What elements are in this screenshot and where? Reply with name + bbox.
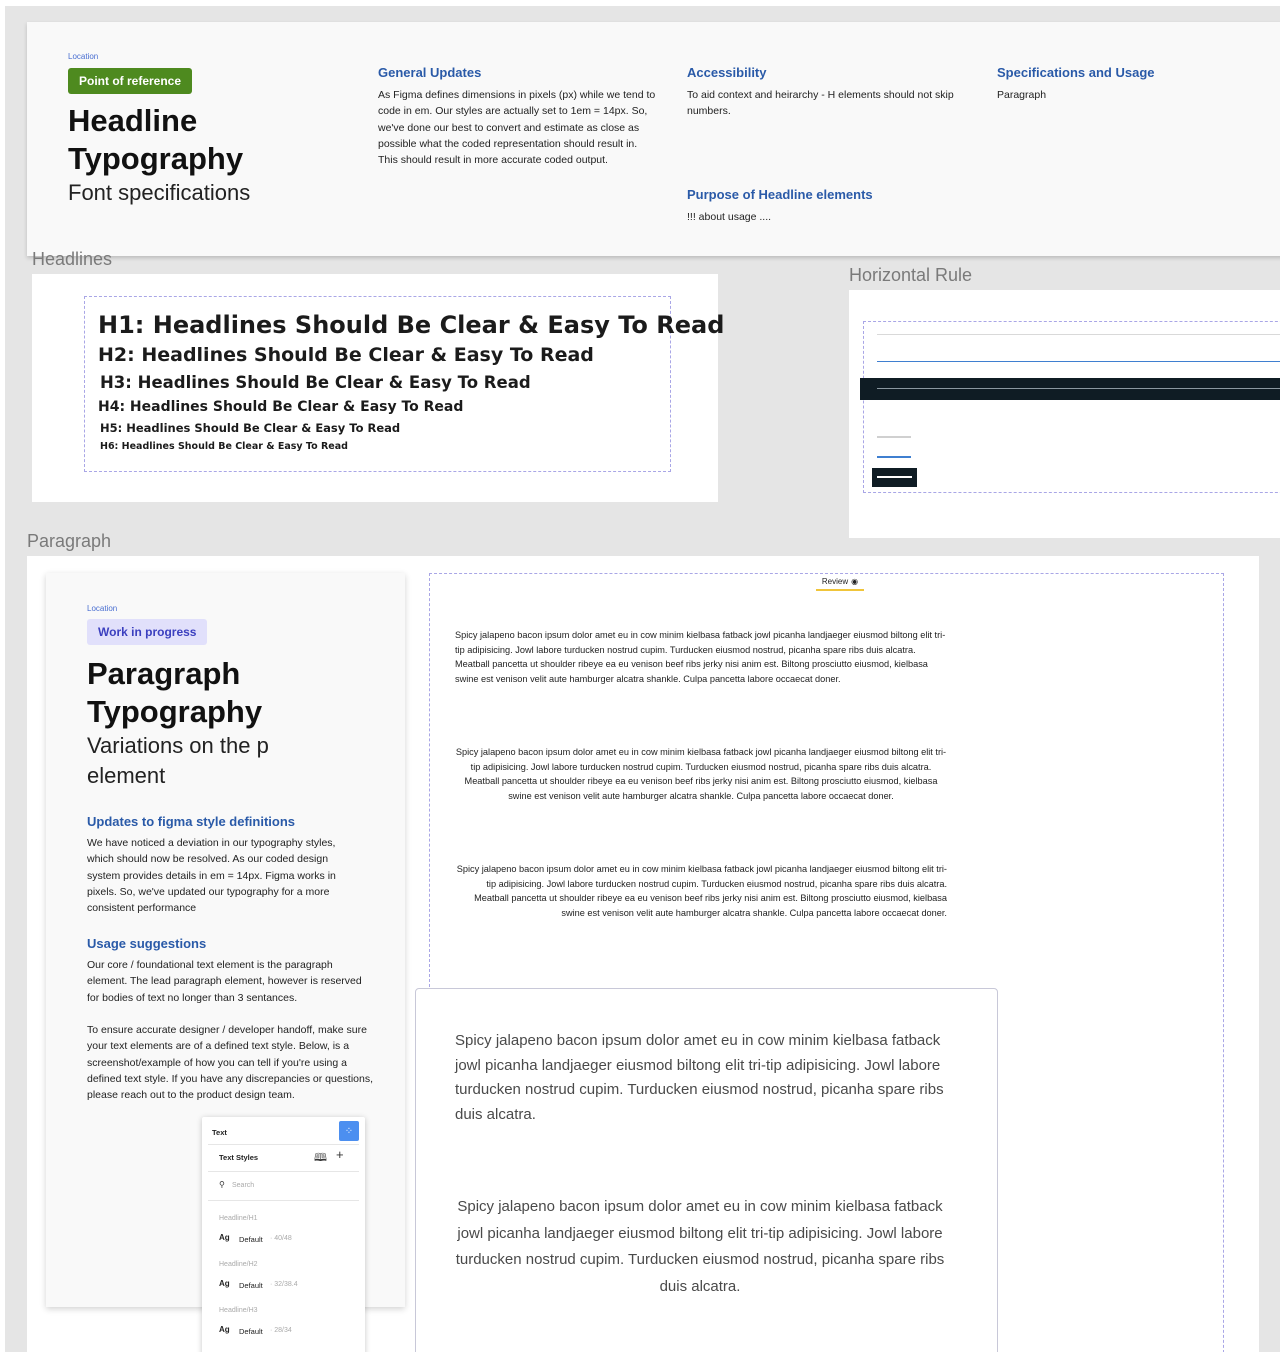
hr-light-line bbox=[877, 334, 1280, 335]
text-styles-title: Text Styles bbox=[219, 1153, 259, 1162]
paragraph-location-label: Location bbox=[87, 604, 118, 613]
panel-divider bbox=[208, 1200, 359, 1201]
review-label: Review bbox=[821, 577, 849, 586]
point-of-reference-badge: Point of reference bbox=[68, 68, 192, 94]
style-spec: · 28/34 bbox=[270, 1327, 292, 1334]
style-group-label: Headline/H3 bbox=[219, 1307, 258, 1314]
hr-short-dark-block bbox=[872, 468, 917, 487]
library-book-icon[interactable]: 🕮 bbox=[314, 1152, 327, 1164]
headline-h5: H5: Headlines Should Be Clear & Easy To Read bbox=[100, 421, 401, 435]
add-style-icon[interactable]: + bbox=[336, 1147, 344, 1162]
hr-thick-dark-bar bbox=[860, 378, 1280, 400]
page-title-line1: Headline bbox=[68, 103, 198, 138]
headline-h2: H2: Headlines Should Be Clear & Easy To Read bbox=[98, 344, 594, 366]
text-panel-header: Text bbox=[212, 1128, 227, 1137]
style-name[interactable]: Default bbox=[239, 1235, 263, 1244]
horizontal-rule-dashed-container bbox=[863, 321, 1280, 493]
headline-h1: H1: Headlines Should Be Clear & Easy To Read bbox=[98, 311, 725, 339]
paragraph-subtitle-line2: element bbox=[87, 763, 166, 788]
hr-blue-line bbox=[877, 361, 1280, 362]
figma-canvas[interactable] bbox=[5, 6, 1280, 1352]
accessibility-title: Accessibility bbox=[687, 65, 767, 80]
style-name[interactable]: Default bbox=[239, 1281, 263, 1290]
lead-sample-left: Spicy jalapeno bacon ipsum dolor amet eu in cow minim kielbasa fatback jowl picanha landjaeger eiusmod biltong elit tri-tip adipisicing. Jowl labore turducken nostrud cupim. Turducken eiusmod nostrud, picanha spare ribs duis alcatra. bbox=[455, 1032, 944, 1123]
paragraph-sample-left: Spicy jalapeno bacon ipsum dolor amet eu in cow minim kielbasa fatback jowl picanha landjaeger eiusmod biltong elit tri-tip adipisicing. Jowl labore turducken nostrud cupim. Turducken eiusmod nostrud, picanha spare ribs duis alcatra. Meatball pancetta ut shoulder ribeye ea eu venison beef ribs jerky nisi anim est. Biltong prosciutto eiusmod, kielbasa swine est venison velit aute hamburger alcatra shankle. Culpa pancetta labore occaecat doner. bbox=[455, 630, 946, 684]
text-style-ag-icon: Ag bbox=[219, 1279, 230, 1288]
horizontal-rule-section-label: Horizontal Rule bbox=[849, 265, 973, 285]
paragraph-subtitle-line1: Variations on the p bbox=[87, 733, 269, 758]
style-spec: · 32/38.4 bbox=[270, 1281, 298, 1288]
general-updates-body: As Figma defines dimensions in pixels (px) while we tend to code in em. Our styles are actually set to 1em = 14px. So, we've done our best to convert and estimate as close as possible what the coded representation should result in. This should result in more accurate coded output. bbox=[378, 89, 656, 167]
style-name[interactable]: Default bbox=[239, 1327, 263, 1336]
general-updates-title: General Updates bbox=[378, 65, 482, 80]
horizontal-rule-frame[interactable] bbox=[849, 290, 1280, 538]
usage-suggestions-body1: Our core / foundational text element is the paragraph element. The lead paragraph element, however is reserved for bodies of text no longer than 3 sentances. bbox=[87, 959, 362, 1004]
style-group-label: Headline/H1 bbox=[219, 1215, 258, 1222]
search-input[interactable]: Search bbox=[232, 1182, 255, 1189]
panel-divider bbox=[208, 1171, 359, 1172]
style-group-label: Headline/H2 bbox=[219, 1261, 258, 1268]
headlines-frame[interactable] bbox=[32, 274, 725, 502]
style-grid-icon[interactable]: ⁘ bbox=[339, 1121, 359, 1141]
usage-suggestions-body2: To ensure accurate designer / developer handoff, make sure your text elements are of a defined text style. Below, is a screenshot/example of how you can tell if you're using a defined text style. If you have any discrepancies or questions, please reach out to the product design team. bbox=[87, 1024, 373, 1102]
paragraph-title-line2: Typography bbox=[87, 694, 263, 729]
panel-divider bbox=[208, 1144, 359, 1145]
lead-sample-center: Spicy jalapeno bacon ipsum dolor amet eu in cow minim kielbasa fatback jowl picanha landjaeger eiusmod biltong elit tri-tip adipisicing. Jowl labore turducken nostrud cupim. Turducken eiusmod nostrud, picanha spare ribs duis alcatra. bbox=[455, 1198, 945, 1295]
headlines-section-label: Headlines bbox=[32, 249, 113, 269]
accessibility-section bbox=[687, 65, 972, 120]
headline-h4: H4: Headlines Should Be Clear & Easy To Read bbox=[98, 399, 464, 415]
general-updates-section bbox=[378, 65, 658, 168]
specifications-body: Paragraph bbox=[997, 89, 1047, 101]
paragraph-sample-right: Spicy jalapeno bacon ipsum dolor amet eu in cow minim kielbasa fatback jowl picanha landjaeger eiusmod biltong elit tri-tip adipisicing. Jowl labore turducken nostrud cupim. Turducken eiusmod nostrud, picanha spare ribs duis alcatra. Meatball pancetta ut shoulder ribeye ea eu venison beef ribs jerky nisi anim est. Biltong prosciutto eiusmod, kielbasa swine est venison velit aute hamburger alcatra shankle. Culpa pancetta labore occaecat doner. bbox=[456, 864, 947, 918]
page-subtitle: Font specifications bbox=[68, 180, 251, 205]
review-tag[interactable] bbox=[816, 574, 864, 591]
headline-typography-header-card bbox=[27, 22, 1280, 256]
search-icon: ⚲ bbox=[219, 1180, 225, 1189]
hr-short-blue-line bbox=[877, 456, 911, 458]
accessibility-body: To aid context and heirarchy - H elements should not skip numbers. bbox=[687, 89, 954, 118]
hr-short-dark-inner-line bbox=[877, 476, 912, 478]
text-styles-panel bbox=[202, 1117, 365, 1352]
hr-thick-bar-inner-line bbox=[877, 388, 1280, 389]
purpose-section bbox=[687, 187, 972, 225]
usage-suggestions-title: Usage suggestions bbox=[87, 936, 207, 951]
hr-short-grey-line bbox=[877, 436, 911, 438]
updates-figma-title: Updates to figma style definitions bbox=[87, 814, 296, 829]
purpose-title: Purpose of Headline elements bbox=[687, 187, 873, 202]
text-style-ag-icon: Ag bbox=[219, 1233, 230, 1242]
specifications-title: Specifications and Usage bbox=[997, 65, 1155, 80]
style-spec: · 40/48 bbox=[270, 1235, 292, 1242]
location-label: Location bbox=[68, 52, 99, 61]
text-style-ag-icon: Ag bbox=[219, 1325, 230, 1334]
headline-h6: H6: Headlines Should Be Clear & Easy To Read bbox=[100, 441, 348, 452]
specifications-section bbox=[997, 65, 1237, 103]
paragraph-section-label: Paragraph bbox=[27, 531, 112, 551]
page-title-line2: Typography bbox=[68, 141, 244, 176]
purpose-body: !!! about usage .... bbox=[687, 211, 772, 223]
work-in-progress-badge: Work in progress bbox=[87, 619, 207, 645]
eye-icon: ◉ bbox=[851, 577, 859, 586]
paragraph-sample-center: Spicy jalapeno bacon ipsum dolor amet eu in cow minim kielbasa fatback jowl picanha landjaeger eiusmod biltong elit tri-tip adipisicing. Jowl labore turducken nostrud cupim. Turducken eiusmod nostrud, picanha spare ribs duis alcatra. Meatball pancetta ut shoulder ribeye ea eu venison beef ribs jerky nisi anim est. Biltong prosciutto eiusmod, kielbasa swine est venison velit aute hamburger alcatra shankle. Culpa pancetta labore occaecat doner. bbox=[455, 747, 947, 801]
paragraph-title-line1: Paragraph bbox=[87, 656, 241, 691]
updates-figma-body: We have noticed a deviation in our typography styles, which should now be resolved. As our coded design system provides details in em = 14px. Figma works in pixels. So, we've updated our typography for a more consistent performance bbox=[87, 837, 336, 915]
headline-h3: H3: Headlines Should Be Clear & Easy To Read bbox=[100, 373, 531, 392]
